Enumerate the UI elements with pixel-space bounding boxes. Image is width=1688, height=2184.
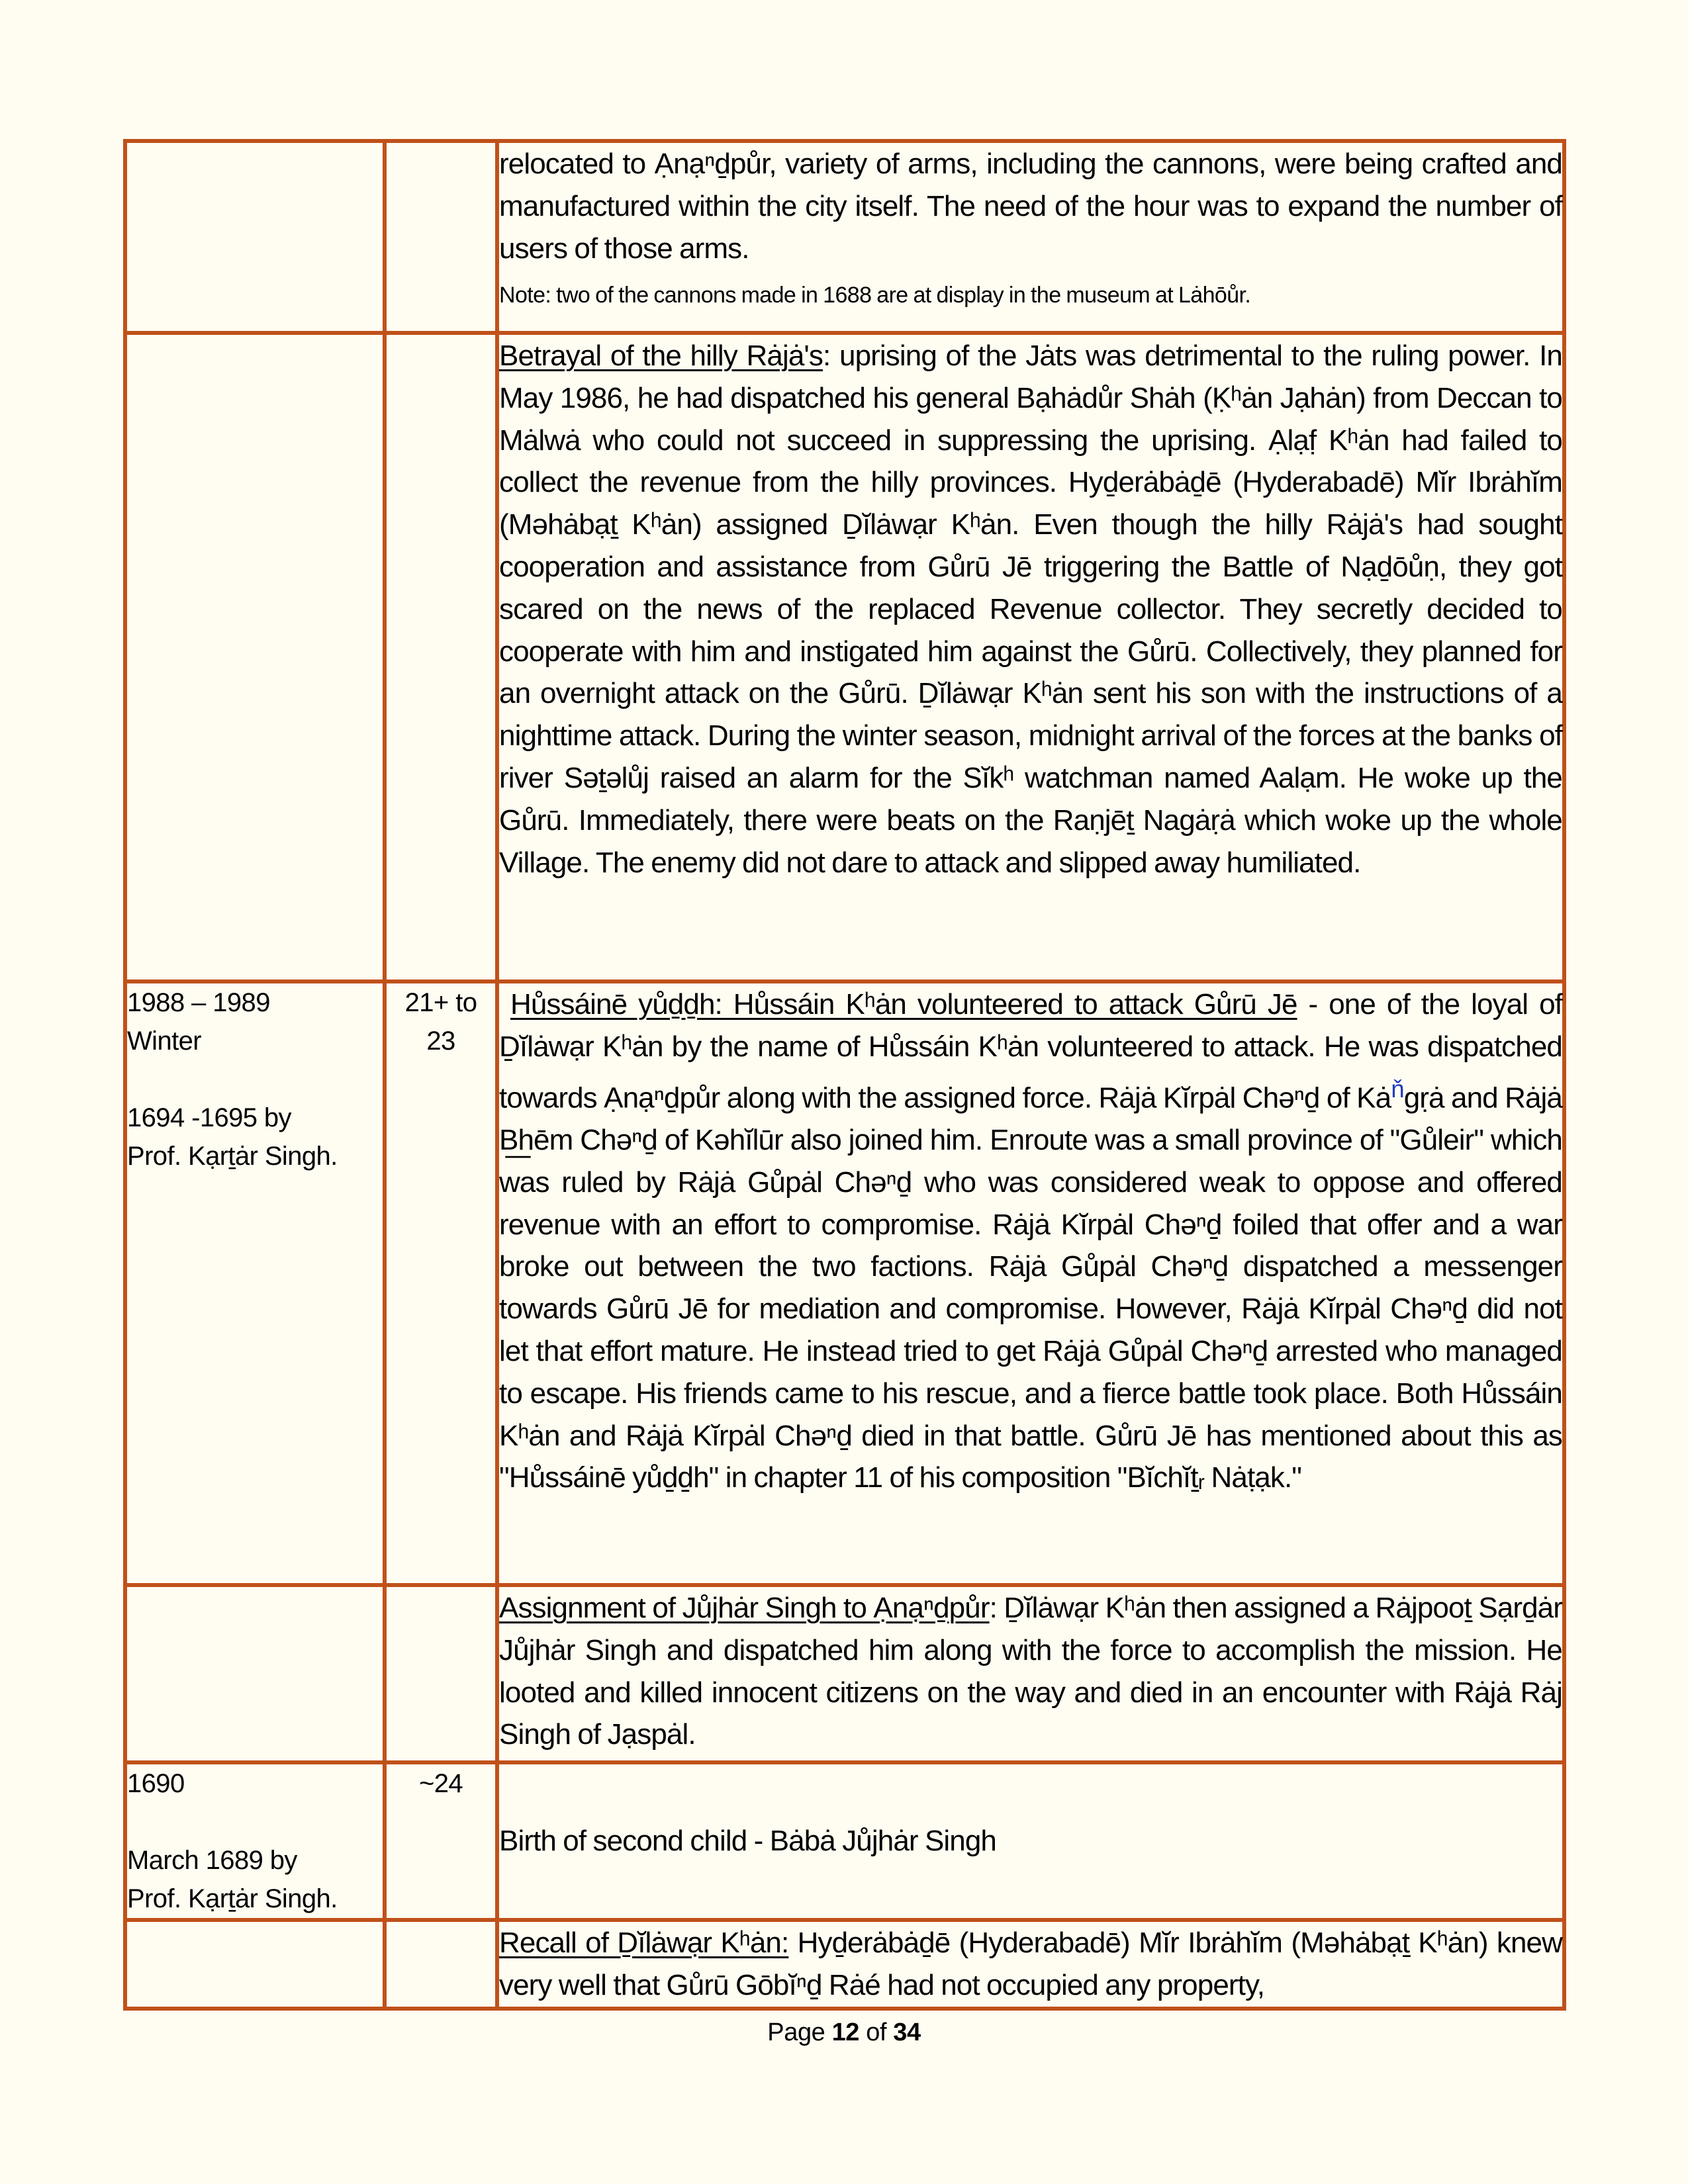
date-alternate: 1694 -1695 by [127, 1103, 291, 1132]
date-cell [125, 1585, 385, 1762]
table-row [125, 333, 1564, 981]
section-heading-recall: Recall of Ḏĭlȧwạr Kʰȧn: [499, 1927, 789, 1959]
section-heading-betrayal: Betrayal of the hilly Rȧjȧ's [499, 340, 823, 372]
date-cell [125, 333, 385, 981]
date-primary: 1690 [127, 1769, 185, 1798]
age-cell [385, 333, 497, 981]
age-cell [385, 1762, 497, 1920]
date-cell [125, 1762, 385, 1920]
date-cell [125, 141, 385, 333]
description-text: Hyḏerȧbȧḏē (Hyderabadē) Mĭr Ibrȧhĭm (Məhȧbạṯ Kʰȧn) knew very well that Gůrū Gōbĭⁿḏ Rȧé had not occupied any property, [499, 1927, 1562, 2001]
table-row [125, 981, 1564, 1585]
description-cell [497, 1762, 1564, 1920]
museum-note: Note: two of the cannons made in 1688 are at display in the museum at Lȧhōůr. [499, 283, 1251, 308]
description-cell [497, 981, 1564, 1585]
description-cell [497, 1920, 1564, 2009]
description-cell [497, 1585, 1564, 1762]
age-line: 21+ to [404, 988, 477, 1017]
date-source: Prof. Kạrṯȧr Singh. [127, 1142, 338, 1171]
page-total: 34 [893, 2019, 921, 2046]
description-text: Birth of second child - Bȧbȧ Jůjhȧr Singh [499, 1825, 997, 1858]
age-line: ~24 [418, 1769, 463, 1798]
age-cell [385, 981, 497, 1585]
table-row [125, 141, 1564, 333]
timeline-table [123, 139, 1566, 2011]
page-current: 12 [831, 2019, 860, 2046]
date-cell [125, 981, 385, 1585]
age-cell [385, 141, 497, 333]
page-of: of [859, 2019, 894, 2046]
description-text: : Ḏĭlȧwạr Kʰȧn then assigned a Rȧjpooṯ Sạrḏȧr Jůjhȧr Singh and dispatched him along with the force to accomplish the mission. He looted and killed innocent citizens on the way and died in an encounter with Rȧjȧ Rȧj Singh of Jạspȧl. [499, 1592, 1562, 1751]
description-text-cont: gṛȧ and Rȧjȧ B͟hēm Chəⁿḏ of Kəhĭlūr also joined him. Enroute was a small province of "Gůleir" which was ruled by Rȧjȧ Gůpȧl Chəⁿḏ who was considered weak to oppose and offered revenue with an effort to compromise. Rȧjȧ Kĭrpȧl Chəⁿḏ foiled that offer and a war broke out between the two factions. Rȧjȧ Gůpȧl Chəⁿḏ dispatched a messenger towards Gůrū Jē for mediation and compromise. However, Rȧjȧ Kĭrpȧl Chəⁿḏ did not let that effort mature. He instead tried to get Rȧjȧ Gůpȧl Chəⁿḏ arrested who managed to escape. His friends came to his rescue, and a fierce battle took place. Both Hůssáin Kʰȧn and Rȧjȧ Kĭrpȧl Chəⁿḏ died in that battle. Gůrū Jē has mentioned about this as "Hůssáinē yůḏḏh" in chapter 11 of his composition "Bĭchĭṯᵣ Nȧṭạk." [499, 1081, 1563, 1494]
spacer [127, 1803, 383, 1841]
age-line: 23 [426, 1026, 455, 1056]
table-row [125, 1585, 1564, 1762]
age-cell [385, 1920, 497, 2009]
table-row [125, 1920, 1564, 2009]
page-number [0, 2019, 1688, 2047]
table-row [125, 1762, 1564, 1920]
date-primary: 1988 – 1989 [127, 988, 270, 1017]
description-cell [497, 333, 1564, 981]
date-alternate: March 1689 by [127, 1846, 297, 1875]
page-prefix: Page [767, 2019, 832, 2046]
age-cell [385, 1585, 497, 1762]
description-text: : uprising of the Jȧts was detrimental to the ruling power. In May 1986, he had dispatched his general Bạhȧdůr Shȧh (Ḳʰȧn Jạhȧn) from Deccan to Mȧlwȧ who could not succeed in suppressing the uprising. Ạlạf̣ Kʰȧn had failed to collect the revenue from the hilly provinces. Hyḏerȧbȧḏē (Hyderabadē) Mĭr Ibrȧhĭm (Məhȧbạṯ Kʰȧn) assigned Ḏĭlȧwạr Kʰȧn. Even though the hilly Rȧjȧ's had sought cooperation and assistance from Gůrū Jē triggering the Battle of Nạḏōůṇ, they got scared on the news of the replaced Revenue collector. They secretly decided to cooperate with him and instigated him against the Gůrū. Collectively, they planned for an overnight attack on the Gůrū. Ḏĭlȧwạr Kʰȧn sent his son with the instructions of a nighttime attack. During the winter season, midnight arrival of the forces at the banks of river Səṯəlůj raised an alarm for the Sĭkʰ watchman named Aalạm. He woke up the Gůrū. Immediately, there were beats on the Raṇjēṯ Nagȧṛȧ which woke up the whole Village. The enemy did not dare to attack and slipped away humiliated. [499, 340, 1562, 879]
section-heading-assignment: Assignment of Jůjhȧr Singh to Ạnạⁿḏpůr [499, 1592, 990, 1624]
section-heading-hussaine-yuddh: Hůssáinē yůḏḏh: Hůssáin Kʰȧn volunteered to attack Gůrū Jē [510, 988, 1297, 1021]
description-text: relocated to Ạnạⁿḏpůr, variety of arms, including the cannons, were being crafted and manufactured within the city itself. The need of the hour was to expand the number of users of those arms. [499, 148, 1562, 265]
date-source: Prof. Kạrṯȧr Singh. [127, 1884, 338, 1913]
superscript-annotation: ň [1391, 1075, 1404, 1103]
description-text: - one of the loyal of Ḏĭlȧwạr Kʰȧn by the name of Hůssáin Kʰȧn volunteered to attack. He was dispatched towards Ạnạⁿḏpůr along with the assigned force. Rȧjȧ Kĭrpȧl Chəⁿḏ of Kȧ [499, 988, 1562, 1115]
date-cell [125, 1920, 385, 2009]
spacer [127, 1060, 383, 1099]
description-cell [497, 141, 1564, 333]
date-season: Winter [127, 1026, 201, 1056]
